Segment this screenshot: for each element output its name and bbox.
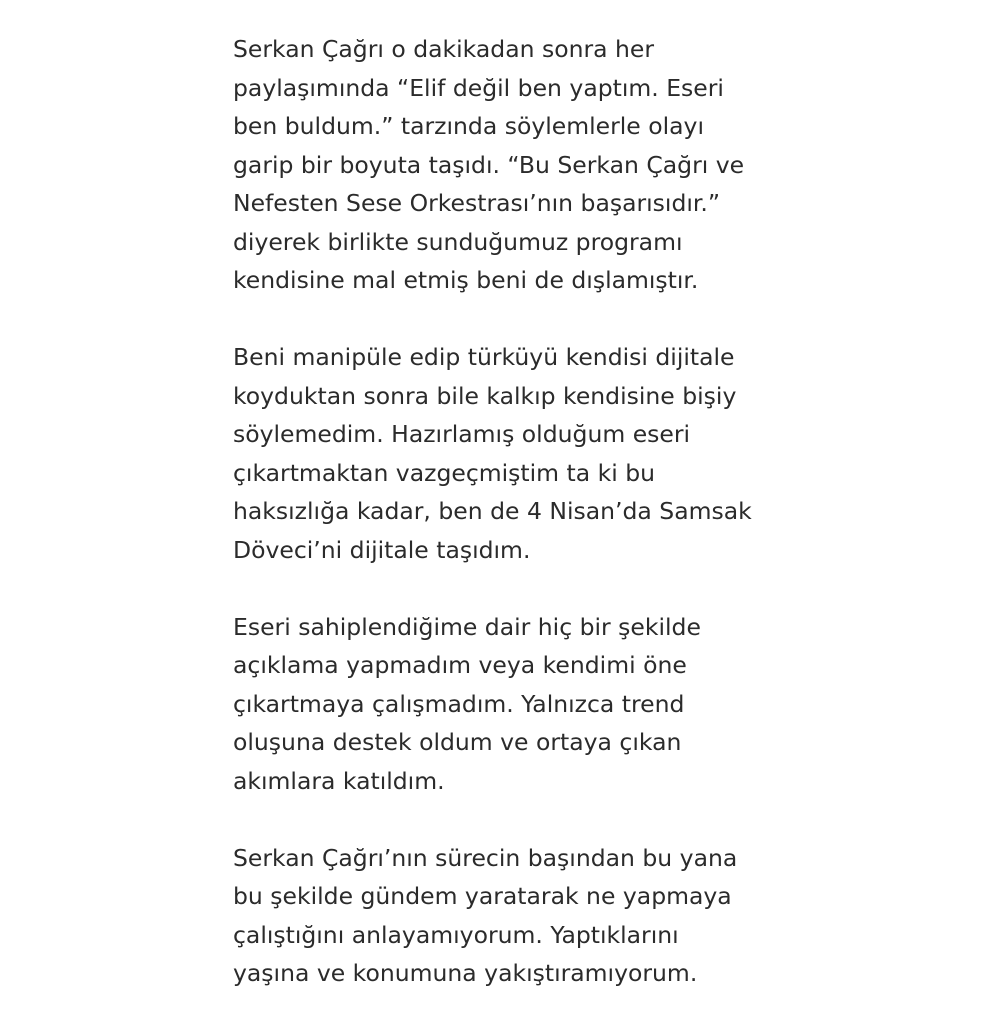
text-line: bu şekilde gündem yaratarak ne yapmaya [233,882,732,910]
text-line: açıklama yapmadım veya kendimi öne [233,651,687,679]
text-line: Nefesten Sese Orkestrası’nın başarısıdır.” [233,189,721,217]
paragraph-2 [233,338,793,569]
text-line: koyduktan sonra bile kalkıp kendisine bişiy [233,381,737,410]
text-line: Serkan Çağrı o dakikadan sonra her [233,35,655,63]
text-line: yaşına ve konumuna yakıştıramıyorum. [233,959,698,987]
text-line: diyerek birlikte sunduğumuz programı [233,227,683,256]
text-line: Serkan Çağrı’nın sürecin başından bu yana [233,843,738,872]
text-line: paylaşımında “Elif değil ben yaptım. Eseri [233,73,724,102]
text-line: söylemedim. Hazırlamış olduğum eseri [233,420,691,448]
text-line: Döveci’ni dijitale taşıdım. [233,535,531,564]
text-line: Beni manipüle edip türküyü kendisi dijitale [233,343,735,371]
paragraph-3 [233,608,793,801]
paragraph-1 [233,30,793,300]
text-line: çıkartmaktan vazgeçmiştim ta ki bu [233,458,656,487]
text-line: oluşuna destek oldum ve ortaya çıkan [233,728,682,756]
paragraph-4 [233,839,793,993]
text-line: Eseri sahiplendiğime dair hiç bir şekilde [233,612,701,641]
text-line: haksızlığa kadar, ben de 4 Nisan’da Samsak [233,497,752,525]
text-line: çalıştığını anlayamıyorum. Yaptıklarını [233,920,679,949]
text-line: çıkartmaya çalışmadım. Yalnızca trend [233,689,685,718]
text-line: akımlara katıldım. [233,766,445,795]
note-body [233,30,793,1031]
text-line: kendisine mal etmiş beni de dışlamıştır. [233,266,699,294]
text-line: ben buldum.” tarzında söylemlerle olayı [233,112,704,140]
text-line: garip bir boyuta taşıdı. “Bu Serkan Çağrı ve [233,150,745,179]
